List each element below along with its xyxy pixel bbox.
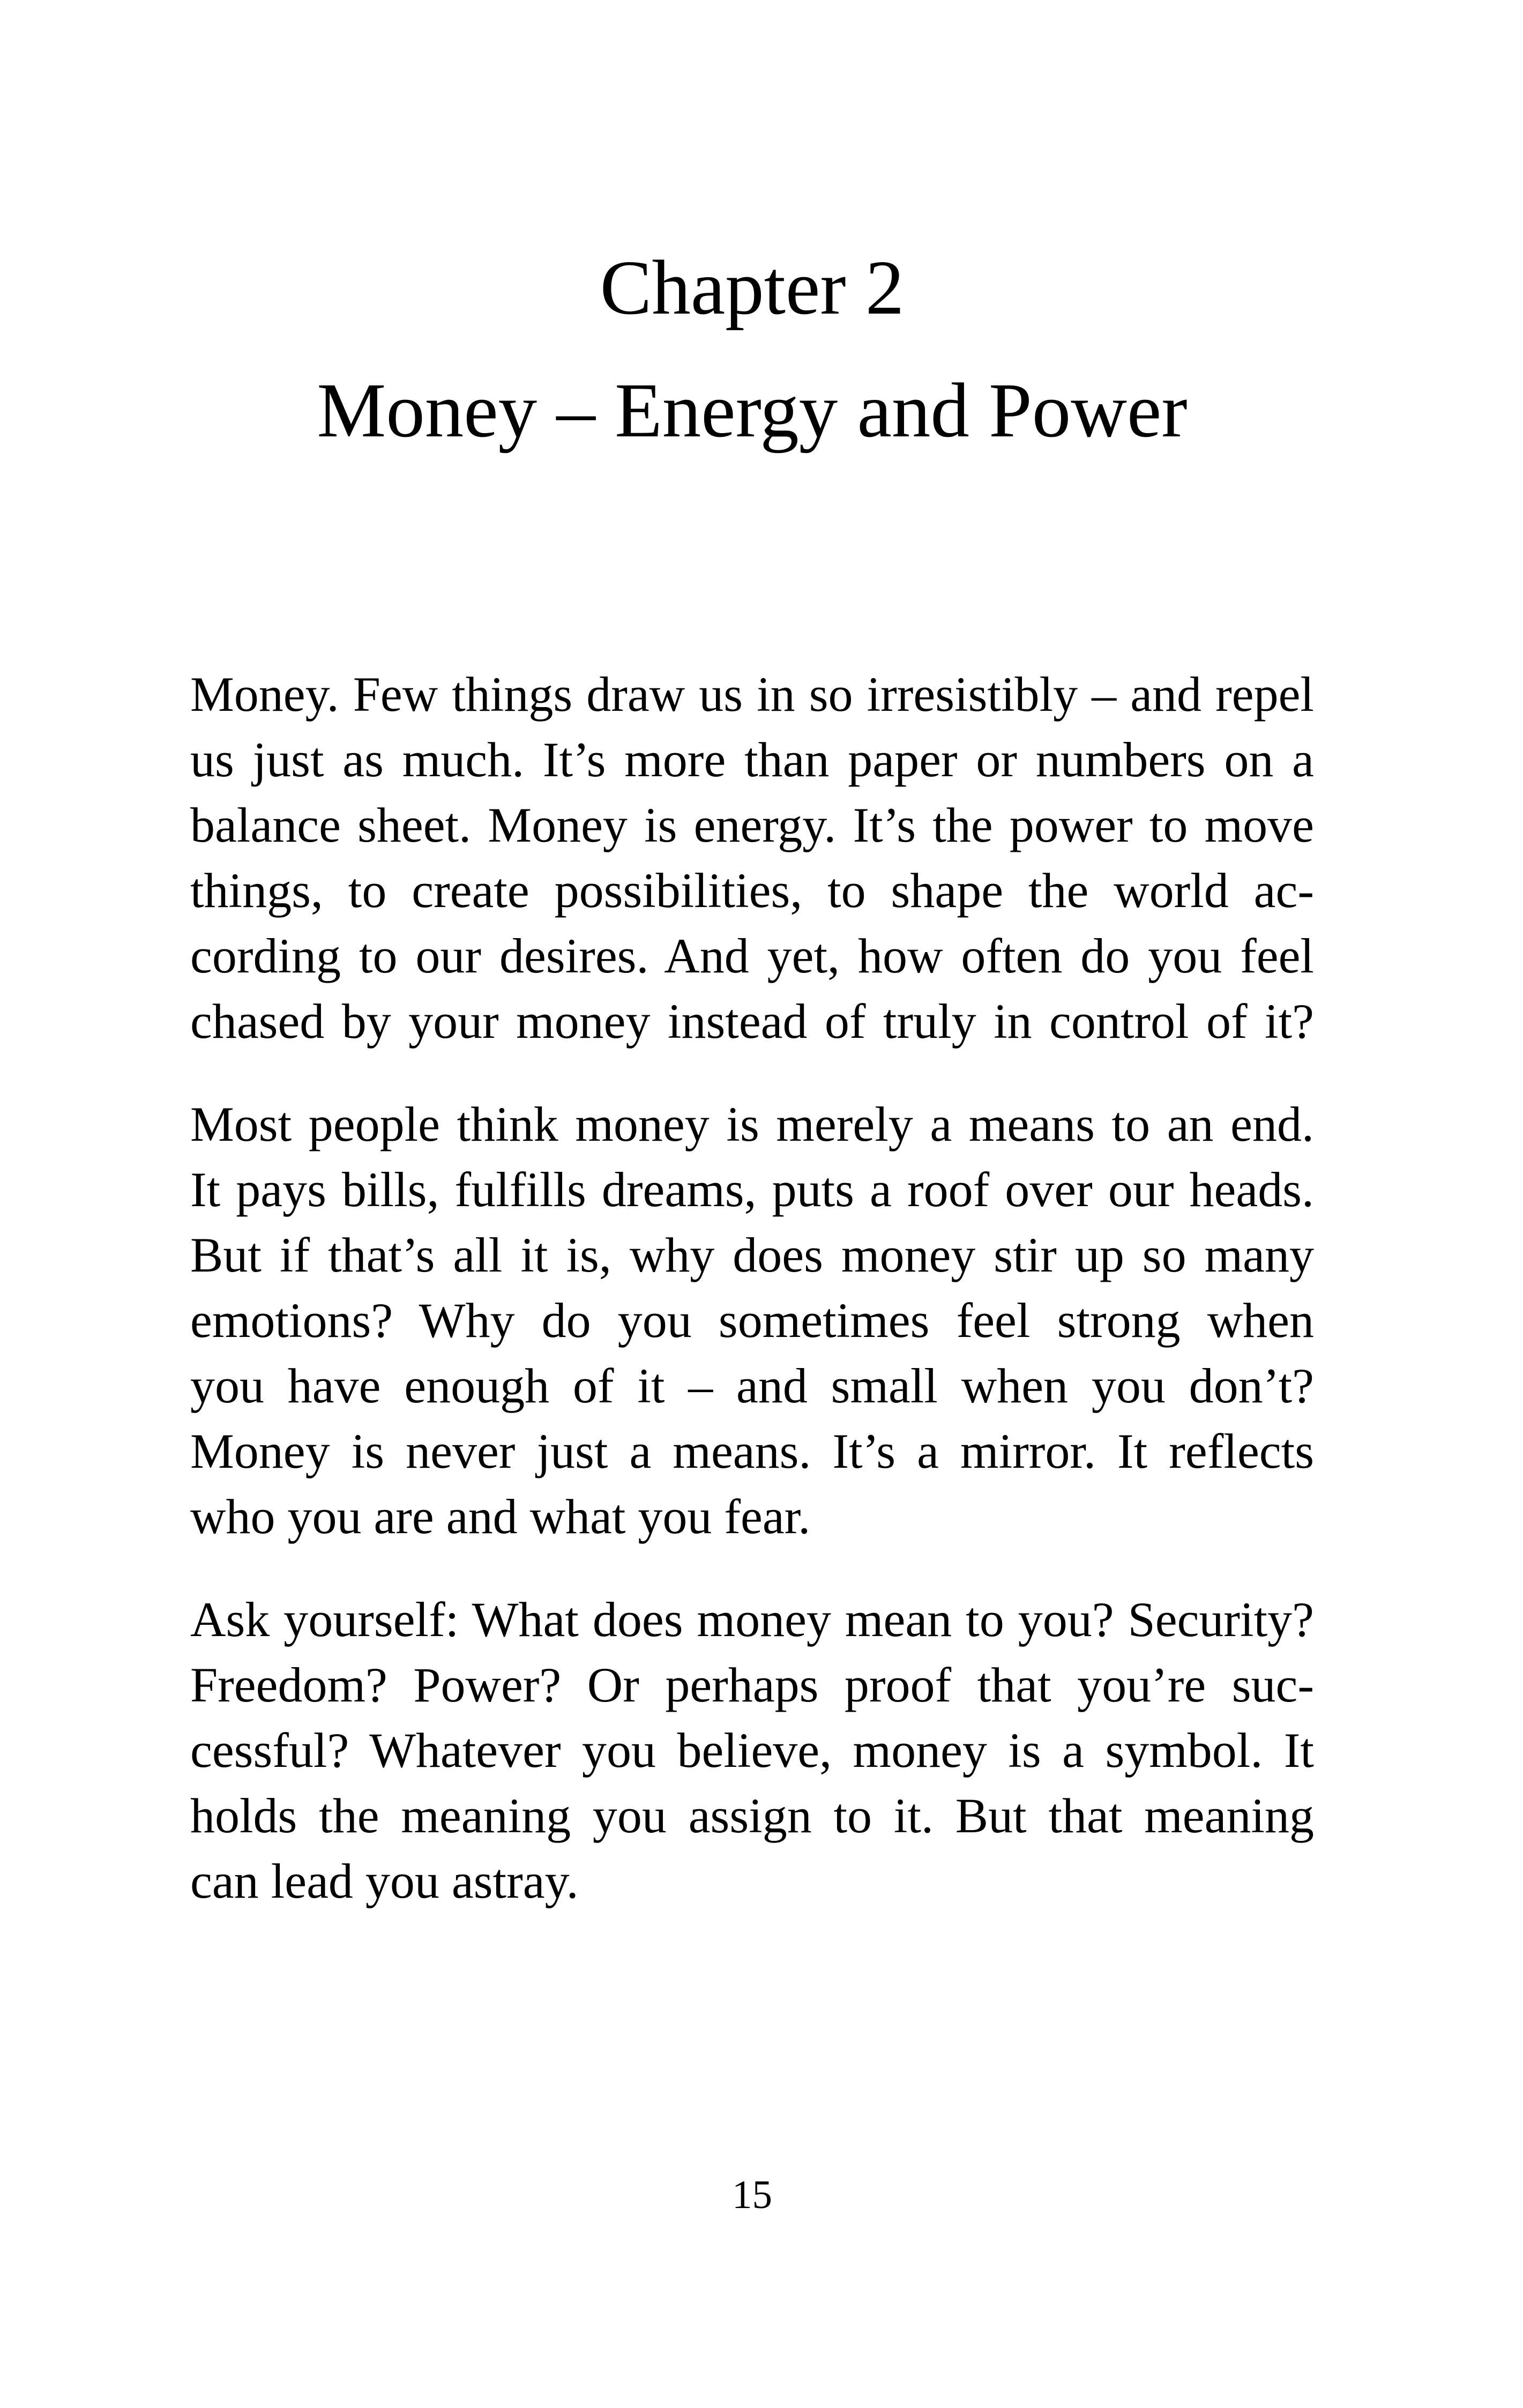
text-line: you have enough of it – and small when you don’t? bbox=[190, 1358, 1314, 1413]
paragraph bbox=[190, 662, 1314, 1054]
text-line: It pays bills, fulfills dreams, puts a roof over our heads. bbox=[190, 1162, 1314, 1217]
text-line: balance sheet. Money is energy. It’s the power to move bbox=[190, 798, 1314, 852]
text-line: chased by your money instead of truly in control of it? bbox=[190, 994, 1314, 1049]
text-line: us just as much. It’s more than paper or numbers on a bbox=[190, 732, 1314, 787]
text-line: things, to create possibilities, to shape the world ac- bbox=[190, 863, 1314, 918]
text-line: who you are and what you fear. bbox=[190, 1489, 811, 1544]
chapter-heading: Chapter 2 bbox=[600, 245, 905, 331]
text-line: cessful? Whatever you believe, money is a symbol. It bbox=[190, 1723, 1314, 1778]
text-line: Most people think money is merely a means to an end. bbox=[190, 1097, 1314, 1151]
text-line: holds the meaning you assign to it. But that meaning bbox=[190, 1788, 1314, 1843]
text-line: emotions? Why do you sometimes feel strong when bbox=[190, 1293, 1314, 1348]
text-line: cording to our desires. And yet, how often do you feel bbox=[190, 928, 1314, 983]
text-line: Freedom? Power? Or perhaps proof that you’re suc- bbox=[190, 1658, 1314, 1712]
text-line: can lead you astray. bbox=[190, 1854, 579, 1908]
paragraph bbox=[190, 1091, 1314, 1549]
text-line: Money. Few things draw us in so irresistibly – and repel bbox=[190, 667, 1314, 722]
text-line: Money is never just a means. It’s a mirror. It reflects bbox=[190, 1424, 1314, 1478]
chapter-title: Money – Energy and Power bbox=[317, 368, 1188, 454]
text-line: Ask yourself: What does money mean to you? Security? bbox=[190, 1592, 1314, 1647]
page-number: 15 bbox=[732, 2173, 772, 2217]
paragraph bbox=[190, 1587, 1314, 1914]
body-text bbox=[190, 662, 1314, 1914]
text-line: But if that’s all it is, why does money stir up so many bbox=[190, 1228, 1314, 1282]
